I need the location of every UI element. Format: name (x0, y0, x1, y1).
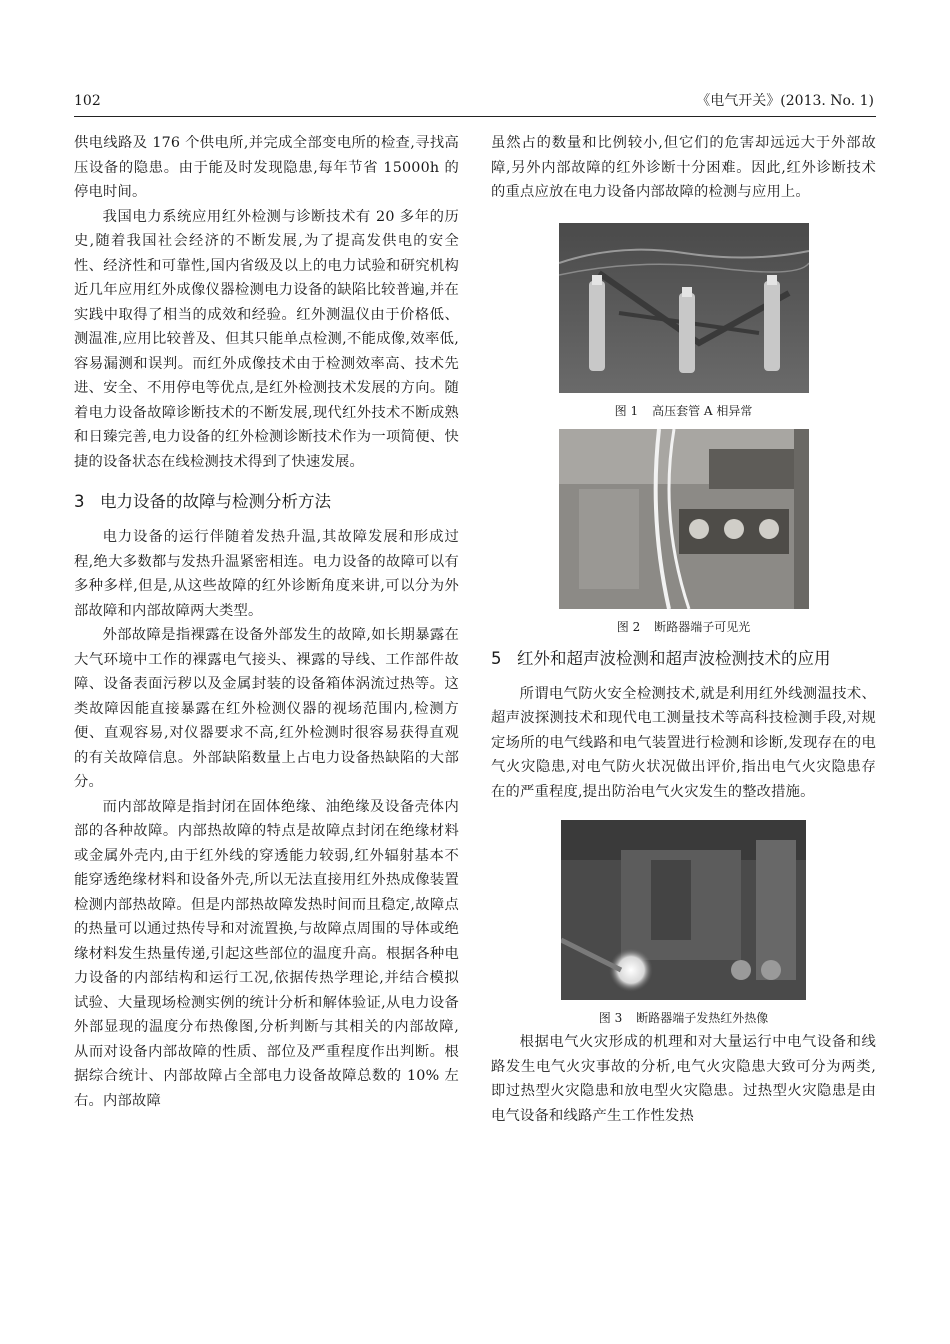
figure-3-number: 图 3 (598, 1011, 623, 1025)
paragraph-external-fault: 外部故障是指裸露在设备外部发生的故障,如长期暴露在大气环境中工作的裸露电气接头、裸露的导线、工作部件故障、设备表面污秽以及金属封装的设备箱体涡流过热等。这类故障因能直接暴露在红外检测仪器的视场范围内,检测方便、直观容易,对仪器要求不高,红外检测时很容易获得直观的有关故障信息。外部缺陷数量上占电力设备热缺陷的大部分。 (74, 627, 459, 790)
bushing-infrared-image (559, 223, 809, 393)
section-5-heading (491, 645, 876, 672)
figure-1-number: 图 1 (614, 403, 639, 418)
left-column (74, 131, 459, 1113)
figure-3-caption (491, 1010, 876, 1026)
paragraph-continued: 供电线路及 176 个供电所,并完成全部变电所的检查,寻找高压设备的隐患。由于能及时发现隐患,每年节省 15000h 的停电时间。 (74, 135, 459, 200)
section-title: 电力设备的故障与检测分析方法 (100, 492, 331, 511)
paragraph-continued-right: 虽然占的数量和比例较小,但它们的危害却远远大于外部故障,另外内部故障的红外诊断十分困难。因此,红外诊断技术的重点应放在电力设备内部故障的检测与应用上。 (491, 135, 876, 200)
page-number: 102 (74, 93, 101, 109)
paragraph-internal-fault: 而内部故障是指封闭在固体绝缘、油绝缘及设备壳体内部的各种故障。内部热故障的特点是故障点封闭在绝缘材料或金属外壳内,由于红外线的穿透能力较弱,红外辐射基本不能穿透绝缘材料和设备外壳,所以无法直接用红外热成像装置检测内部热故障。但是内部热故障发热时间而且稳定,故障点的热量可以通过热传导和对流置换,与故障点周围的导体或绝缘材料发生热量传递,引起这些部位的温度升高。根据各种电力设备的内部结构和运行工况,依据传热学理论,并结合模拟试验、大量现场检测实例的统计分析和解体验证,从电力设备外部显现的温度分布热像图,分析判断与其相关的内部故障,从而对设备内部故障的性质、部位及严重程度作出判断。根据综合统计、内部故障占全部电力设备故障总数的 10% 左右。内部故障 (74, 798, 459, 1109)
journal-header: 《电气开关》(2013. No. 1) (696, 93, 874, 109)
figure-2-image (559, 429, 809, 609)
figure-1-text: 高压套管 A 相异常 (652, 403, 753, 418)
figure-3-text: 断路器端子发热红外热像 (636, 1011, 769, 1025)
breaker-visible-image (559, 429, 809, 609)
section-number: 3 (74, 492, 85, 511)
paragraph-fire-hazard-types: 根据电气火灾形成的机理和对大量运行中电气设备和线路发生电气火灾事故的分析,电气火灾隐患大致可分为两类,即过热型火灾隐患和放电型火灾隐患。过热型火灾隐患是由电气设备和线路产生工作性发热 (491, 1034, 876, 1124)
header-rule (74, 116, 876, 117)
figure-3-image (561, 820, 806, 1000)
section-number: 5 (491, 648, 502, 668)
paragraph-fire-safety-detection: 所谓电气防火安全检测技术,就是利用红外线测温技术、超声波探测技术和现代电工测量技术等高科技检测手段,对规定场所的电气线路和电气装置进行检测和诊断,发现存在的电气火灾隐患,对电气防火状况做出评价,指出电气火灾隐患存在的严重程度,提出防治电气火灾发生的整改措施。 (491, 685, 876, 800)
right-column (491, 131, 876, 1128)
breaker-thermal-image (561, 820, 806, 1000)
figure-2-number: 图 2 (616, 619, 641, 634)
figure-1-caption (491, 403, 876, 419)
section-3-heading (74, 488, 459, 515)
paragraph-fault-types: 电力设备的运行伴随着发热升温,其故障发展和形成过程,绝大多数都与发热升温紧密相连。电力设备的故障可以有多种多样,但是,从这些故障的红外诊断角度来讲,可以分为外部故障和内部故障两大类型。 (74, 529, 459, 619)
figure-2-text: 断路器端子可见光 (654, 619, 751, 634)
figure-1-image (559, 223, 809, 393)
figure-2-caption (491, 619, 876, 635)
paragraph-history: 我国电力系统应用红外检测与诊断技术有 20 多年的历史,随着我国社会经济的不断发展,为了提高发供电的安全性、经济性和可靠性,国内省级及以上的电力试验和研究机构近几年应用红外成像仪器检测电力设备的缺陷比较普遍,并在实践中取得了相当的成效和经验。红外测温仪由于价格低、测温准,应用比较普及、但其只能单点检测,不能成像,效率低,容易漏测和误判。而红外成像技术由于检测效率高、技术先进、安全、不用停电等优点,是红外检测技术发展的方向。随着电力设备故障诊断技术的不断发展,现代红外技术不断成熟和日臻完善,电力设备的红外检测诊断技术作为一项简便、快捷的设备状态在线检测技术得到了快速发展。 (74, 208, 459, 470)
section-title: 红外和超声波检测和超声波检测技术的应用 (517, 648, 831, 668)
